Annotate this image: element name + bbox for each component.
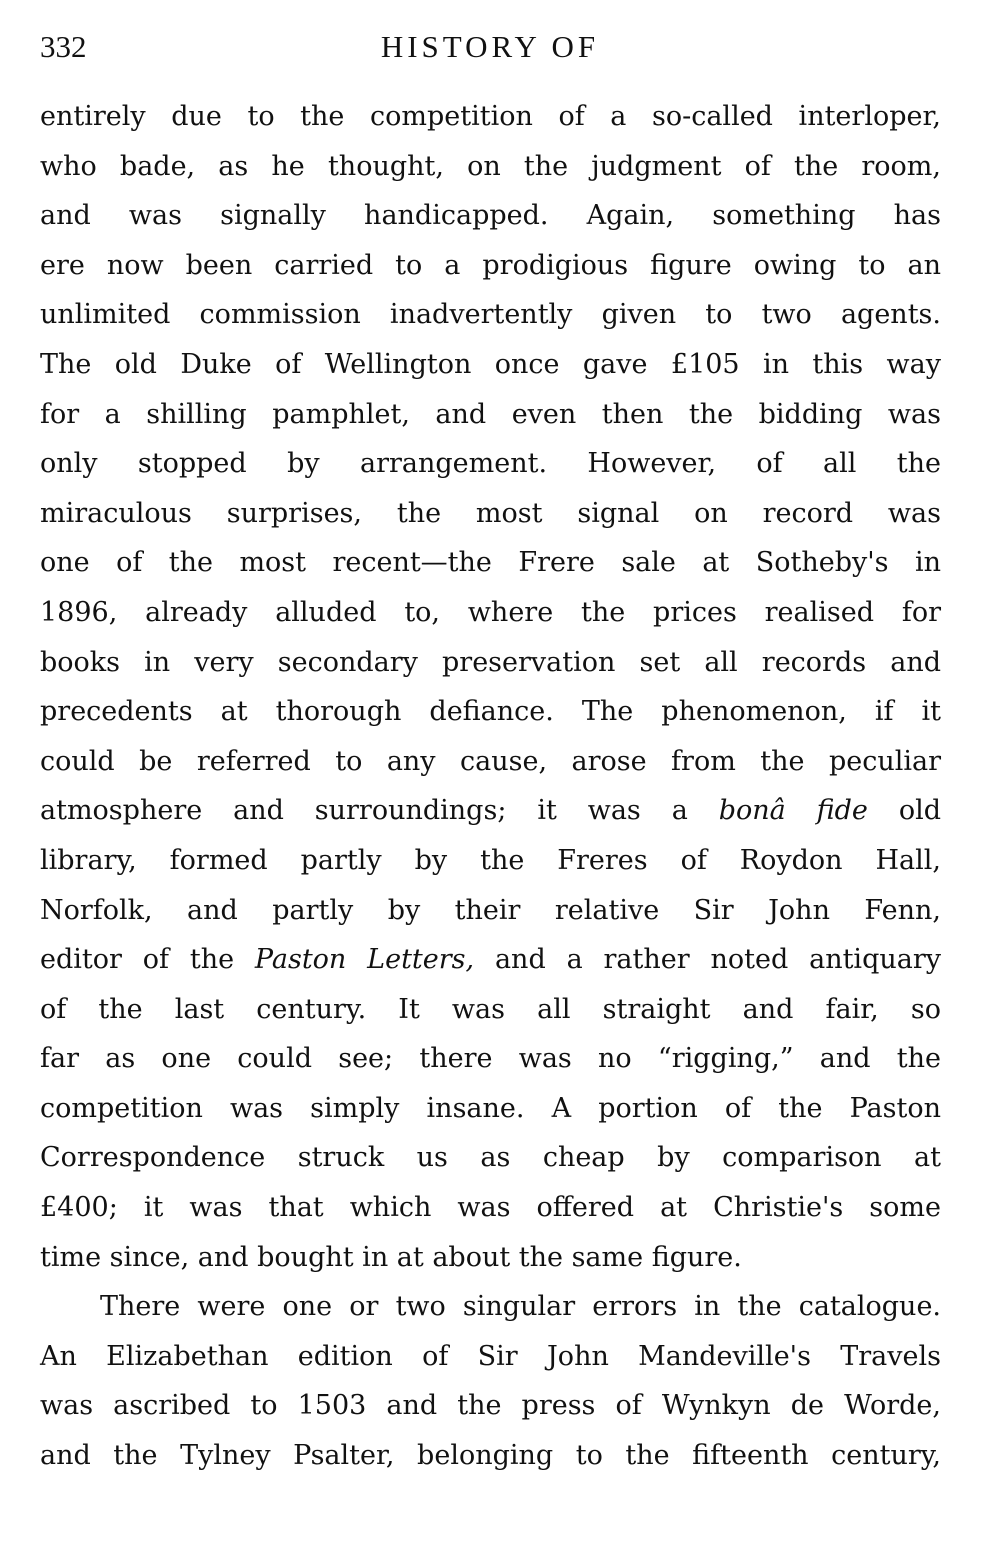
- text-line: precedents at thorough defiance. The phenomenon, if it: [40, 696, 941, 728]
- running-head: [40, 22, 940, 72]
- text-line: of the last century. It was all straight and fair, so: [40, 993, 941, 1025]
- text-line: miraculous surprises, the most signal on record was: [40, 497, 941, 529]
- text-line: Norfolk, and partly by their relative Sir John Fenn,: [40, 894, 941, 926]
- text-line: There were one or two singular errors in the catalogue.: [100, 1291, 941, 1323]
- text-line: entirely due to the competition of a so-called interloper,: [40, 101, 941, 132]
- text-line: library, formed partly by the Freres of Roydon Hall,: [40, 844, 941, 876]
- text-line-italic-title: [40, 935, 941, 985]
- text-line: for a shilling pamphlet, and even then the bidding was: [40, 398, 941, 430]
- text-line: The old Duke of Wellington once gave £105 in this way: [40, 348, 941, 380]
- text-line: one of the most recent—the Frere sale at Sotheby's in: [40, 547, 941, 579]
- text-line: competition was simply insane. A portion of the Paston: [40, 1092, 941, 1124]
- text-line: unlimited commission inadvertently given to two agents.: [40, 299, 941, 331]
- text-line: only stopped by arrangement. However, of all the: [40, 448, 941, 480]
- text-line: could be referred to any cause, arose from the peculiar: [40, 745, 941, 777]
- text-segment: old: [867, 795, 941, 827]
- page-number: 332: [40, 29, 87, 64]
- italic-title: Paston Letters,: [254, 944, 475, 976]
- text-line: books in very secondary preservation set all records and: [40, 646, 941, 678]
- text-line: was ascribed to 1503 and the press of Wynkyn de Worde,: [40, 1390, 941, 1422]
- text-line: time since, and bought in at about the same figure.: [40, 1241, 742, 1273]
- text-line: 1896, already alluded to, where the prices realised for: [40, 596, 941, 628]
- text-segment: editor of the: [40, 944, 255, 976]
- text-line: far as one could see; there was no “rigging,” and the: [40, 1043, 941, 1075]
- text-line: who bade, as he thought, on the judgment of the room,: [40, 150, 941, 182]
- text-line: ere now been carried to a prodigious figure owing to an: [40, 249, 941, 281]
- text-line: Correspondence struck us as cheap by comparison at: [40, 1142, 941, 1174]
- italic-phrase: bonâ fide: [718, 795, 868, 827]
- text-line: and was signally handicapped. Again, something has: [40, 200, 941, 232]
- text-line-italic-phrase: [40, 786, 941, 836]
- text-segment: atmosphere and surroundings; it was a: [40, 795, 719, 827]
- text-line: An Elizabethan edition of Sir John Mandeville's Travels: [40, 1340, 941, 1372]
- text-line: £400; it was that which was offered at Christie's some: [40, 1192, 941, 1224]
- text-line: and the Tylney Psalter, belonging to the fifteenth century,: [40, 1440, 941, 1472]
- text-segment: and a rather noted antiquary: [474, 944, 941, 976]
- body-text: [40, 92, 941, 1481]
- running-title: HISTORY OF: [380, 29, 600, 64]
